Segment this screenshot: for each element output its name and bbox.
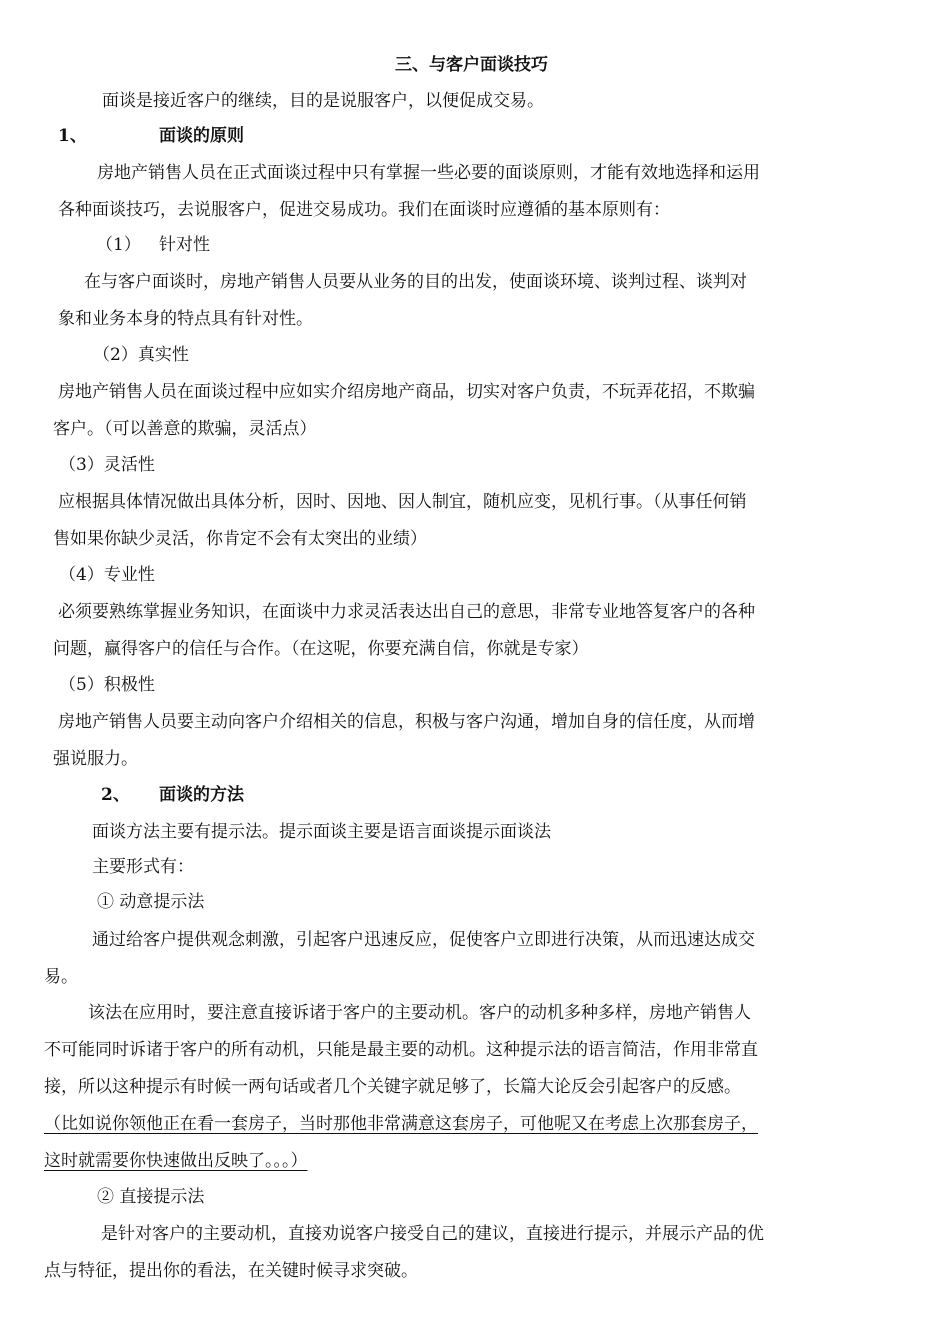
method-1-example-line-2: 这时就需要你快速做出反映了。。。） xyxy=(44,1151,308,1171)
principle-4-line-1: 必须要熟练掌握业务知识，在面谈中力求灵活表达出自己的意思，非常专业地答复客户的各种 xyxy=(58,602,755,622)
method-1-title: ① 动意提示法 xyxy=(97,892,205,912)
method-1-example-line-1: （比如说你领他正在看一套房子，当时那他非常满意这套房子，可他呢又在考虑上次那套房子， xyxy=(44,1114,758,1134)
section-1-intro-line-2: 各种面谈技巧，去说服客户，促进交易成功。我们在面谈时应遵循的基本原则有： xyxy=(58,200,670,220)
method-2-line-1: 是针对客户的主要动机，直接劝说客户接受自己的建议，直接进行提示，并展示产品的优 xyxy=(101,1224,764,1244)
section-1-intro-line-1: 房地产销售人员在正式面谈过程中只有掌握一些必要的面谈原则，才能有效地选择和运用 xyxy=(97,163,760,183)
section-2-number: 2、 xyxy=(101,785,130,805)
section-1-heading: 面谈的原则 xyxy=(159,126,244,146)
method-1-para2-line-2: 不可能同时诉诸于客户的所有动机，只能是最主要的动机。这种提示法的语言简洁，作用非常直 xyxy=(44,1040,758,1060)
method-1-line-1: 通过给客户提供观念刺激，引起客户迅速反应，促使客户立即进行决策，从而迅速达成交 xyxy=(92,930,755,950)
method-2-title: ② 直接提示法 xyxy=(97,1187,205,1207)
section-2-heading: 面谈的方法 xyxy=(159,785,244,805)
section-1-number: 1、 xyxy=(58,126,87,146)
principle-2-line-1: 房地产销售人员在面谈过程中应如实介绍房地产商品，切实对客户负责，不玩弄花招，不欺骗 xyxy=(58,382,755,402)
method-1-para2-line-1: 该法在应用时，要注意直接诉诸于客户的主要动机。客户的动机多种多样，房地产销售人 xyxy=(88,1003,751,1023)
section-2-line-1: 面谈方法主要有提示法。提示面谈主要是语言面谈提示面谈法 xyxy=(92,822,551,842)
method-2-line-2: 点与特征，提出你的看法，在关键时候寻求突破。 xyxy=(44,1261,418,1281)
principle-4-line-2: 问题，赢得客户的信任与合作。（在这呢，你要充满自信，你就是专家） xyxy=(53,639,589,659)
principle-1-title: 针对性 xyxy=(159,235,210,255)
section-2-line-2: 主要形式有： xyxy=(92,857,194,877)
principle-2-title: （2）真实性 xyxy=(93,345,189,365)
intro-paragraph: 面谈是接近客户的继续，目的是说服客户，以便促成交易。 xyxy=(102,91,544,111)
principle-3-title: （3）灵活性 xyxy=(59,455,155,475)
principle-5-line-1: 房地产销售人员要主动向客户介绍相关的信息，积极与客户沟通，增加自身的信任度，从而增 xyxy=(58,712,755,732)
principle-5-title: （5）积极性 xyxy=(59,675,155,695)
principle-1-number: （1） xyxy=(96,235,141,255)
principle-1-line-2: 象和业务本身的特点具有针对性。 xyxy=(58,309,313,329)
method-1-line-2: 易。 xyxy=(44,967,78,987)
document-title: 三、与客户面谈技巧 xyxy=(395,55,548,75)
principle-3-line-1: 应根据具体情况做出具体分析，因时、因地、因人制宜，随机应变，见机行事。（从事任何销 xyxy=(58,492,747,512)
principle-5-line-2: 强说服力。 xyxy=(53,749,138,769)
principle-3-line-2: 售如果你缺少灵活，你肯定不会有太突出的业绩） xyxy=(53,529,427,549)
principle-4-title: （4）专业性 xyxy=(59,565,155,585)
principle-1-line-1: 在与客户面谈时，房地产销售人员要从业务的目的出发，使面谈环境、谈判过程、谈判对 xyxy=(84,272,747,292)
method-1-para2-line-3: 接，所以这种提示有时候一两句话或者几个关键字就足够了，长篇大论反会引起客户的反感。 xyxy=(44,1077,741,1097)
principle-2-line-2: 客户。（可以善意的欺骗，灵活点） xyxy=(53,419,317,439)
